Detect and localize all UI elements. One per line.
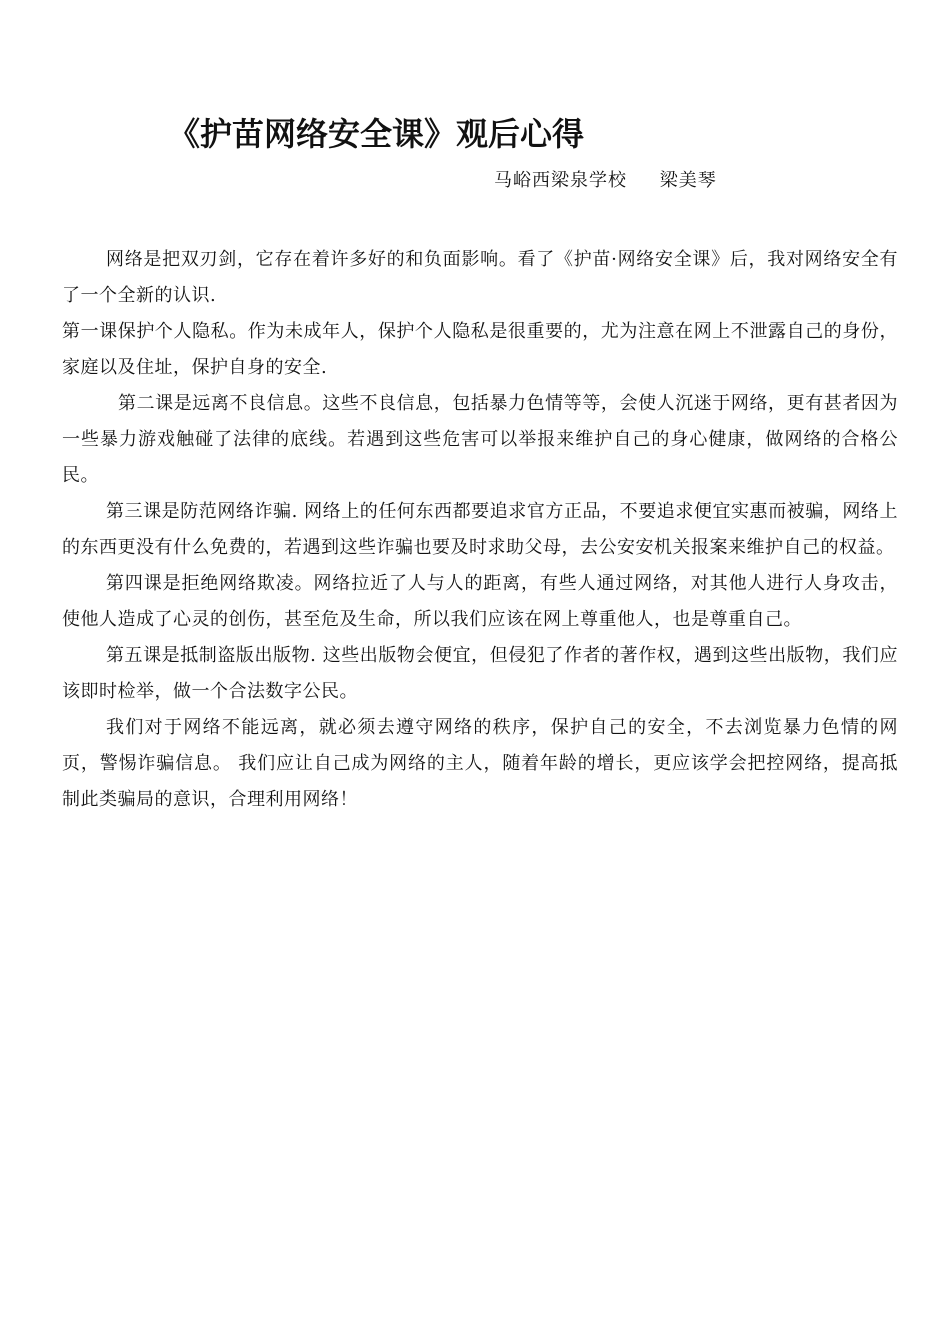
paragraph-lesson-3: 第三课是防范网络诈骗. 网络上的任何东西都要追求官方正品，不要追求便宜实惠而被骗，网络上的东西更没有什么免费的，若遇到这些诈骗也要及时求助父母，去公安安机关报案来维护自己的权益。	[62, 501, 898, 558]
paragraph-lesson-4: 第四课是拒绝网络欺凌。网络拉近了人与人的距离，有些人通过网络，对其他人进行人身攻击，使他人造成了心灵的创伤，甚至危及生命，所以我们应该在网上尊重他人，也是尊重自己。	[62, 573, 898, 630]
document-body	[62, 242, 898, 818]
byline-school: 马峪西梁泉学校	[494, 170, 627, 191]
paragraph-lesson-2: 第二课是远离不良信息。这些不良信息，包括暴力色情等等，会使人沉迷于网络，更有甚者因为一些暴力游戏触碰了法律的底线。若遇到这些危害可以举报来维护自己的身心健康，做网络的合格公民。	[62, 393, 898, 486]
paragraph-intro: 网络是把双刃剑，它存在着许多好的和负面影响。看了《护苗·网络安全课》后，我对网络安全有了一个全新的认识.	[62, 249, 898, 306]
byline-author: 梁美琴	[659, 170, 717, 191]
document-title: 《护苗网络安全课》观后心得	[168, 115, 585, 153]
paragraph-lesson-5: 第五课是抵制盗版出版物. 这些出版物会便宜，但侵犯了作者的著作权，遇到这些出版物，我们应该即时检举，做一个合法数字公民。	[62, 645, 898, 702]
byline	[494, 168, 794, 194]
paragraph-conclusion: 我们对于网络不能远离，就必须去遵守网络的秩序，保护自己的安全，不去浏览暴力色情的网页，警惕诈骗信息。 我们应让自己成为网络的主人，随着年龄的增长，更应该学会把控网络，提高抵制此类骗局的意识，合理利用网络！	[62, 717, 898, 810]
paragraph-lesson-1: 第一课保护个人隐私。作为未成年人，保护个人隐私是很重要的，尤为注意在网上不泄露自己的身份，家庭以及住址，保护自身的安全.	[62, 321, 898, 378]
